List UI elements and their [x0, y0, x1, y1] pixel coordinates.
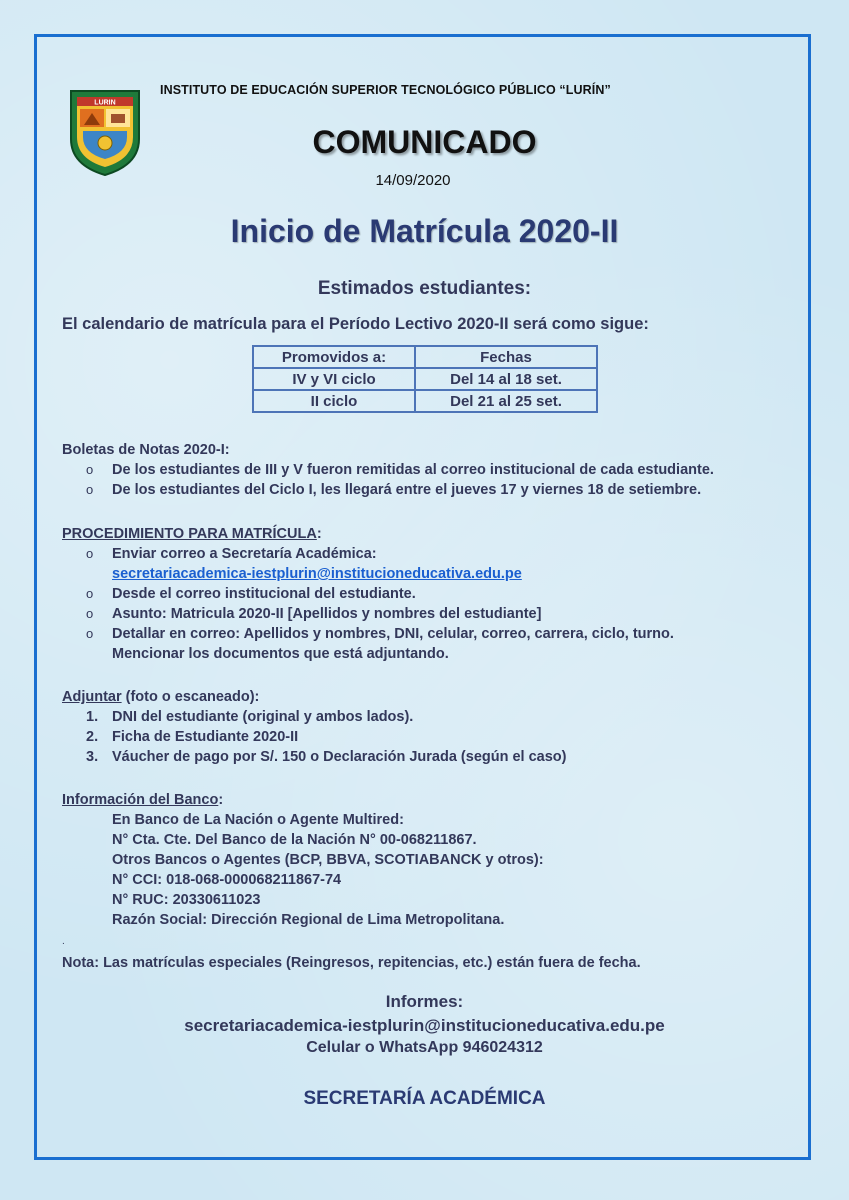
list-item — [62, 544, 788, 564]
list-number: 3. — [86, 749, 99, 765]
bullet-icon: o — [86, 606, 94, 621]
banco-line: N° RUC: 20330611023 — [112, 892, 261, 908]
list-number: 1. — [86, 709, 99, 725]
table-cell: IV y VI ciclo — [253, 368, 415, 390]
stray-dot: . — [62, 936, 65, 947]
bullet-icon: o — [86, 546, 94, 561]
list-item-text: De los estudiantes de III y V fueron remitidas al correo institucional de cada estudiante. — [112, 462, 714, 478]
bullet-icon: o — [86, 626, 94, 641]
adjuntar-heading — [62, 687, 788, 707]
list-item-continuation: Mencionar los documentos que está adjuntando. — [112, 646, 449, 662]
institute-name: INSTITUTO DE EDUCACIÓN SUPERIOR TECNOLÓGICO PÚBLICO “LURÍN” — [160, 83, 611, 97]
procedimiento-heading — [62, 524, 788, 544]
bullet-icon: o — [86, 586, 94, 601]
list-item — [62, 707, 788, 727]
boletas-section — [62, 440, 802, 500]
list-item-text: Ficha de Estudiante 2020-II — [112, 729, 299, 745]
bullet-icon: o — [86, 462, 94, 477]
banco-section — [62, 790, 788, 930]
table-row — [253, 390, 597, 412]
procedimiento-section — [62, 524, 788, 664]
email-link-row — [62, 564, 788, 584]
table-row — [253, 368, 597, 390]
table-header-row — [253, 346, 597, 368]
adjuntar-suffix: (foto o escaneado): — [121, 689, 260, 705]
table-header-cell: Fechas — [415, 346, 597, 368]
list-item — [62, 480, 802, 500]
list-item — [62, 584, 788, 604]
list-item-text: Detallar en correo: Apellidos y nombres, DNI, celular, correo, carrera, ciclo, turno. — [112, 626, 674, 642]
list-item-text: Asunto: Matricula 2020-II [Apellidos y nombres del estudiante] — [112, 606, 542, 622]
informes-email[interactable]: secretariacademica-iestplurin@institucioneducativa.edu.pe — [184, 1016, 665, 1035]
list-item-text: Enviar correo a Secretaría Académica: — [112, 546, 377, 562]
schedule-table — [252, 345, 598, 413]
table-cell: Del 14 al 18 set. — [415, 368, 597, 390]
main-title: Inicio de Matrícula 2020-II — [230, 213, 619, 249]
list-item — [62, 460, 802, 480]
nota-text: Nota: Las matrículas especiales (Reingresos, repitencias, etc.) están fuera de fecha. — [62, 955, 641, 971]
svg-text:LURIN: LURIN — [94, 99, 116, 107]
list-item — [62, 747, 788, 767]
table-cell: Del 21 al 25 set. — [415, 390, 597, 412]
greeting: Estimados estudiantes: — [317, 278, 532, 299]
informes-phone: Celular o WhatsApp 946024312 — [306, 1039, 543, 1056]
banco-line: N° CCI: 018-068-000068211867-74 — [112, 872, 342, 888]
banco-line: En Banco de La Nación o Agente Multired: — [112, 812, 404, 828]
intro-text: El calendario de matrícula para el Período Lectivo 2020-II será como sigue: — [62, 315, 649, 333]
table-header-cell: Promovidos a: — [253, 346, 415, 368]
bullet-icon: o — [86, 482, 94, 497]
list-item-text: DNI del estudiante (original y ambos lados). — [112, 709, 414, 725]
list-item — [62, 624, 788, 644]
document-date: 14/09/2020 — [375, 172, 451, 189]
informes-title: Informes: — [385, 992, 464, 1011]
banco-line: N° Cta. Cte. Del Banco de la Nación N° 00-068211867. — [112, 832, 477, 848]
document-title: COMUNICADO — [312, 124, 537, 160]
list-item — [62, 604, 788, 624]
adjuntar-section — [62, 687, 788, 767]
banco-colon: : — [218, 792, 224, 808]
list-item-text: Váucher de pago por S/. 150 o Declaración Jurada (según el caso) — [112, 749, 567, 765]
secretaria-email-link[interactable]: secretariacademica-iestplurin@institucioneducativa.edu.pe — [112, 566, 522, 582]
list-item — [62, 727, 788, 747]
banco-title: Información del Banco — [62, 792, 219, 808]
list-item-text: De los estudiantes del Ciclo I, les llegará entre el jueves 17 y viernes 18 de setiembre. — [112, 482, 702, 498]
boletas-title: Boletas de Notas 2020-I: — [62, 442, 230, 458]
list-item-text: Desde el correo institucional del estudiante. — [112, 586, 416, 602]
procedimiento-colon: : — [316, 526, 322, 542]
procedimiento-title: PROCEDIMIENTO PARA MATRÍCULA — [62, 526, 317, 542]
adjuntar-title: Adjuntar — [62, 689, 122, 705]
banco-line: Otros Bancos o Agentes (BCP, BBVA, SCOTIABANCK y otros): — [112, 852, 544, 868]
list-number: 2. — [86, 729, 99, 745]
table-cell: II ciclo — [253, 390, 415, 412]
footer-signature: SECRETARÍA ACADÉMICA — [303, 1088, 546, 1109]
banco-heading — [62, 790, 788, 810]
banco-line: Razón Social: Dirección Regional de Lima Metropolitana. — [112, 912, 505, 928]
